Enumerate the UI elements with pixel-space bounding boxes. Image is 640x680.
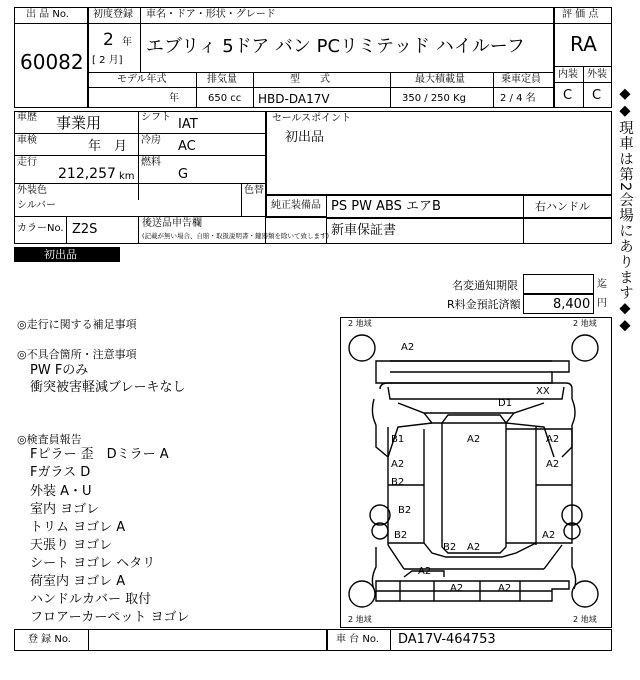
diagram-corner-br: 2 地域 — [573, 615, 597, 624]
car-name: エブリィ 5ドア バン PCリミテッド ハイルーフ — [146, 36, 525, 57]
capacity: 2 / 4 名 — [500, 93, 536, 104]
capacity-label: 乗車定員 — [501, 74, 541, 85]
inspector-item: Fガラス D — [30, 465, 91, 480]
diagram-corner-bl: 2 地域 — [348, 615, 372, 624]
defects-title: ◎不具合箇所・注意事項 — [17, 348, 137, 361]
shift-label: シフト — [141, 112, 171, 123]
mileage: 212,257 — [58, 166, 116, 182]
mark-rear-gate-b2: B2 — [443, 542, 457, 553]
diagram-corner-tl: 2 地域 — [348, 319, 372, 328]
lot-no: 60082 — [20, 50, 84, 74]
history-label: 車歴 — [17, 112, 37, 123]
side-notice-text: ◆◆現車は第2会場にあります◆◆ — [617, 86, 633, 335]
car-outline — [340, 317, 612, 628]
inspector-item: シート ヨゴレ ヘタリ — [30, 556, 156, 571]
mark-left-quarter-b2: B2 — [398, 505, 412, 516]
exterior-label: 外装 — [587, 69, 607, 80]
recycle-label: R料金預託済額 — [447, 298, 521, 311]
inspector-item: 天張り ヨゴレ — [30, 538, 113, 553]
sales-point-label: セールスポイント — [272, 113, 352, 124]
color-label: 外装色 — [17, 185, 47, 196]
ac: AC — [178, 139, 196, 154]
mark-right-front-door-a2: A2 — [546, 434, 560, 445]
inspector-item: Fピラー 歪 Dミラー A — [30, 447, 169, 462]
mark-bottom-side-a2: A2 — [498, 583, 512, 594]
inspector-item: フロアーカーペット ヨゴレ — [30, 610, 190, 625]
mileage-unit: km — [119, 171, 135, 182]
mark-roof-a2: A2 — [467, 434, 481, 445]
car-name-label: 車名・ドア・形状・グレード — [146, 9, 276, 20]
inspector-item: トリム ヨゴレ A — [30, 520, 126, 535]
inspector-item: ハンドルカバー 取付 — [30, 592, 152, 607]
exterior-grade: C — [592, 88, 602, 103]
displacement: 650 cc — [208, 93, 242, 104]
mark-left-rear-door-b2: B2 — [391, 477, 405, 488]
name-change-unit: 迄 — [597, 279, 607, 290]
aftermarket-note: (記載が無い場合、自賠・取扱説明書・鍵器類を除いて致します) — [142, 232, 330, 240]
recycle-value: 8,400 — [553, 297, 591, 312]
inspection: 年 月 — [88, 139, 128, 154]
name-change-field — [523, 274, 594, 294]
sales-point: 初出品 — [285, 130, 325, 145]
mark-bottom-side-a2: A2 — [450, 583, 464, 594]
type-label: 型 式 — [290, 74, 330, 85]
first-reg-label: 初度登録 — [93, 9, 133, 20]
color-no-label: カラーNo. — [17, 223, 64, 234]
interior-label: 内装 — [558, 69, 578, 80]
warranty: 新車保証書 — [331, 223, 397, 238]
inspection-label: 車検 — [17, 135, 37, 146]
fuel: G — [178, 167, 189, 182]
mark-left-rear-door-a2: A2 — [391, 459, 405, 470]
mark-left-lower-b2: B2 — [394, 530, 408, 541]
ac-label: 冷房 — [141, 135, 161, 146]
defect-item: PW Fのみ — [30, 363, 89, 378]
driving-title: ◎走行に関する補足事項 — [17, 318, 137, 331]
color-no: Z2S — [72, 222, 98, 237]
first-listing-banner-text: 初出品 — [44, 248, 77, 261]
mileage-label: 走行 — [17, 157, 37, 168]
reg-no-label: 登 録 No. — [28, 634, 71, 645]
reg-year: 2 — [103, 30, 114, 50]
eval-score: RA — [570, 32, 597, 56]
mark-right-rear-door-a2: A2 — [546, 459, 560, 470]
model-year-label: モデル年式 — [117, 74, 167, 85]
interior-grade: C — [563, 88, 573, 103]
chassis-no: DA17V-464753 — [398, 632, 496, 647]
reg-year-unit: 年 — [122, 37, 132, 48]
equipment: PS PW ABS エアB — [331, 199, 441, 214]
fuel-label: 燃料 — [141, 157, 161, 168]
inspector-item: 荷室内 ヨゴレ A — [30, 574, 126, 589]
aftermarket-label: 後送品申告欄 — [142, 218, 202, 229]
recycle-unit: 円 — [597, 298, 607, 309]
vehicle-type: HBD-DA17V — [258, 92, 330, 106]
reg-month: [ 2 月] — [92, 55, 123, 66]
inspector-item: 室内 ヨゴレ — [30, 502, 100, 517]
eval-label: 評 価 点 — [562, 9, 599, 20]
mark-roof-side-a2: A2 — [401, 342, 415, 353]
history: 事業用 — [56, 114, 102, 132]
side-notice — [614, 86, 636, 376]
inspector-item: 外装 A・U — [30, 484, 92, 499]
mark-rear-gate-a2: A2 — [467, 542, 481, 553]
equipment-label: 純正装備品 — [271, 200, 321, 211]
color-change-label: 色替 — [244, 185, 264, 196]
mark-xx: XX — [536, 386, 550, 397]
max-load: 350 / 250 Kg — [402, 93, 466, 104]
lot-no-label: 出 品 No. — [26, 9, 69, 20]
mark-right-quarter-a2: A2 — [542, 530, 556, 541]
color: シルバー — [17, 200, 57, 211]
shift: IAT — [178, 117, 198, 132]
mark-hood-d1: D1 — [498, 398, 513, 409]
model-year-unit: 年 — [169, 93, 179, 104]
max-load-label: 最大積載量 — [415, 74, 465, 85]
defect-item: 衝突被害軽減ブレーキなし — [30, 380, 186, 395]
mark-left-front-door-b1: B1 — [391, 434, 405, 445]
steering: 右ハンドル — [535, 200, 590, 213]
diagram-corner-tr: 2 地域 — [573, 319, 597, 328]
displacement-label: 排気量 — [207, 74, 237, 85]
mark-bottom-side-a2: A2 — [418, 566, 432, 577]
name-change-label: 名変通知期限 — [452, 279, 518, 292]
inspector-title: ◎検査員報告 — [17, 433, 82, 446]
chassis-label: 車 台 No. — [336, 634, 379, 645]
